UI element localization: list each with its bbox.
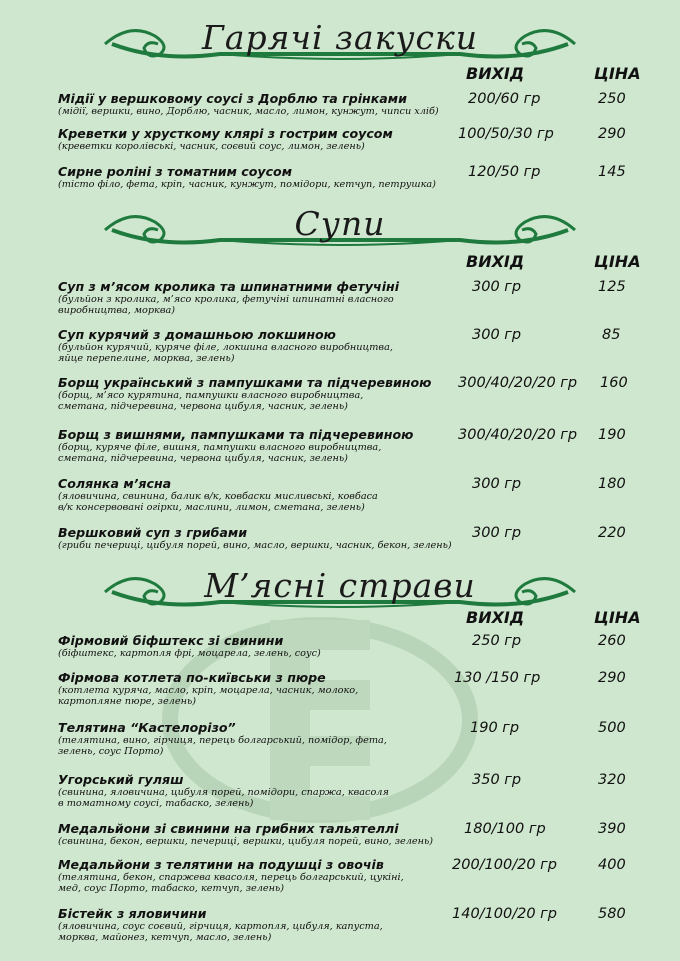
menu-item-desc: (гриби печериці, цибуля порей, вино, масло, вершки, часник, бекон, зелень) [58, 540, 452, 551]
menu-item-name: Фірмова котлета по-київськи з пюре [58, 670, 326, 685]
menu-item-qty: 300 гр [472, 327, 522, 343]
menu-item [58, 634, 658, 659]
menu-item [58, 822, 658, 847]
menu-item-price: 190 [598, 427, 626, 443]
section-title: Супи [294, 204, 386, 243]
menu-item-price: 180 [598, 476, 626, 492]
menu-item-desc: (мідії, вершки, вино, Дорблю, часник, масло, лимон, кунжут, чипси хліб) [58, 106, 439, 117]
menu-item-desc: (яловичина, соус соєвий, гірчиця, картопля, цибуля, капуста, морква, майонез, кетчуп, масло, зелень) [58, 921, 383, 943]
menu-item-qty: 300 гр [472, 525, 522, 541]
menu-item-desc: (котлета куряча, масло, кріп, моцарела, часник, молоко, картопляне пюре, зелень) [58, 685, 359, 707]
menu-item-name: Солянка м’ясна [58, 476, 172, 491]
menu-item-qty: 300/40/20/20 гр [458, 375, 578, 391]
menu-item [58, 376, 658, 412]
menu-item-name: Бістейк з яловичини [58, 906, 207, 921]
menu-item [58, 127, 658, 152]
menu-item-qty: 100/50/30 гр [458, 126, 554, 142]
menu-item-desc: (борщ, м’ясо курятина, пампушки власного виробництва, сметана, підчеревина, червона цибуля, часник, зелень) [58, 390, 364, 412]
menu-item-desc: (телятина, бекон, спаржева квасоля, перець болгарський, цукіні, мед, соус Порто, табаско, кетчуп, зелень) [58, 872, 404, 894]
menu-item-desc: (тісто філо, фета, кріп, часник, кунжут, помідори, кетчуп, петрушка) [58, 179, 436, 190]
menu-item-price: 145 [598, 164, 626, 180]
menu-item-desc: (бульйон курячий, куряче філе, локшина власного виробництва, яйце перепелине, морква, зелень) [58, 342, 393, 364]
column-header-qty: ВИХІД [466, 608, 525, 627]
menu-item [58, 526, 658, 551]
menu-item [58, 858, 658, 894]
menu-item-price: 500 [598, 720, 626, 736]
menu-item-price: 290 [598, 670, 626, 686]
column-header-price: ЦІНА [594, 608, 641, 627]
menu-item-name: Мідії у вершковому соусі з Дорблю та грінками [58, 91, 407, 106]
menu-item-price: 390 [598, 821, 626, 837]
menu-item-price: 160 [600, 375, 628, 391]
menu-item-name: Суп з м’ясом кролика та шпинатними фетучіні [58, 279, 400, 294]
menu-item-desc: (телятина, вино, гірчиця, перець болгарський, помідор, фета, зелень, соус Порто) [58, 735, 387, 757]
menu-item-name: Фірмовий біфштекс зі свинини [58, 633, 284, 648]
menu-item-price: 400 [598, 857, 626, 873]
section-banner [100, 14, 580, 70]
menu-item-name: Суп курячий з домашньою локшиною [58, 327, 336, 342]
menu-item [58, 165, 658, 190]
menu-item [58, 280, 658, 316]
menu-item-price: 250 [598, 91, 626, 107]
section-banner [100, 200, 580, 256]
menu-item [58, 907, 658, 943]
menu-item-qty: 180/100 гр [464, 821, 546, 837]
menu-item [58, 92, 658, 117]
menu-item-desc: (бульйон з кролика, м’ясо кролика, фетучіні шпинатні власного виробництва, морква) [58, 294, 394, 316]
menu-item-qty: 300/40/20/20 гр [458, 427, 578, 443]
menu-item-price: 260 [598, 633, 626, 649]
menu-item-qty: 300 гр [472, 476, 522, 492]
menu-item-name: Сирне роліні з томатним соусом [58, 164, 293, 179]
menu-item-qty: 130 /150 гр [454, 670, 541, 686]
menu-item-name: Медальйони зі свинини на грибних тальятеллі [58, 821, 399, 836]
menu-item-qty: 300 гр [472, 279, 522, 295]
menu-item-name: Креветки у хрусткому клярі з гострим соусом [58, 126, 393, 141]
menu-item-desc: (свинина, бекон, вершки, печериці, вершки, цибуля порей, вино, зелень) [58, 836, 434, 847]
menu-item-name: Вершковий суп з грибами [58, 525, 248, 540]
menu-item-qty: 200/60 гр [468, 91, 541, 107]
menu-item-desc: (свинина, яловичина, цибуля порей, помідори, спаржа, квасоля в томатному соусі, табаско, зелень) [58, 787, 389, 809]
menu-item-qty: 190 гр [470, 720, 520, 736]
menu-item-price: 290 [598, 126, 626, 142]
menu-item-price: 580 [598, 906, 626, 922]
menu-item-price: 320 [598, 772, 626, 788]
menu-item-name: Борщ з вишнями, пампушками та підчеревиною [58, 427, 414, 442]
menu-item-name: Телятина “Кастелорізо” [58, 720, 236, 735]
menu-item-name: Угорський гуляш [58, 772, 184, 787]
menu-item-price: 85 [602, 327, 621, 343]
menu-item [58, 671, 658, 707]
menu-item-qty: 140/100/20 гр [452, 906, 558, 922]
menu-item-price: 125 [598, 279, 626, 295]
column-header-price: ЦІНА [594, 252, 641, 271]
menu-item-desc: (яловичина, свинина, балик в/к, ковбаски мисливські, ковбаса в/к консервовані огірки, маслини, лимон, сметана, зелень) [58, 491, 378, 513]
section-title: Гарячі закуски [201, 18, 479, 57]
menu-item-desc: (креветки королівські, часник, соєвий соус, лимон, зелень) [58, 141, 365, 152]
menu-item-qty: 200/100/20 гр [452, 857, 558, 873]
menu-item-price: 220 [598, 525, 626, 541]
menu-item-name: Медальйони з телятини на подушці з овочів [58, 857, 384, 872]
menu-item-qty: 120/50 гр [468, 164, 541, 180]
menu-item [58, 773, 658, 809]
menu-item-desc: (борщ, куряче філе, вишня, пампушки власного виробництва, сметана, підчеревина, червона цибуля, часник, зелень) [58, 442, 382, 464]
menu-item [58, 328, 658, 364]
menu-item [58, 428, 658, 464]
menu-item [58, 477, 658, 513]
column-header-price: ЦІНА [594, 64, 641, 83]
menu-item-qty: 250 гр [472, 633, 522, 649]
menu-item-name: Борщ український з пампушками та підчеревиною [58, 375, 432, 390]
column-header-qty: ВИХІД [466, 64, 525, 83]
menu-item [58, 721, 658, 757]
column-header-qty: ВИХІД [466, 252, 525, 271]
section-title: М’ясні страви [204, 566, 476, 605]
menu-item-desc: (біфштекс, картопля фрі, моцарела, зелень, соус) [58, 648, 321, 659]
menu-item-qty: 350 гр [472, 772, 522, 788]
